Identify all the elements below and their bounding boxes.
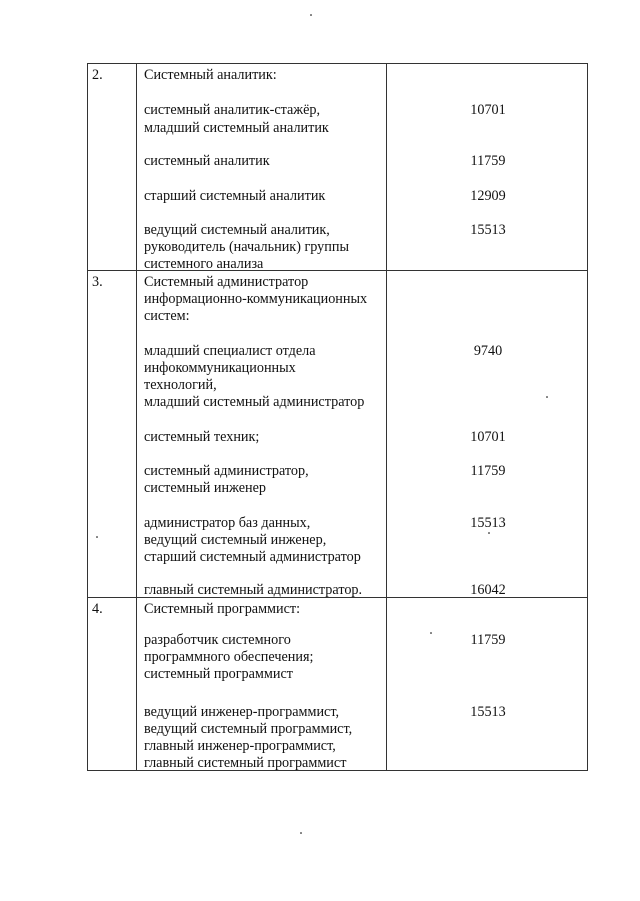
position-group-title: систем: [144,308,190,324]
scan-speck [96,536,98,538]
position-name: технологий, [144,377,217,393]
scan-speck [310,14,312,16]
position-group-title: Системный администратор [144,274,309,290]
position-name: системного анализа [144,256,264,272]
row-number: 2. [92,67,103,83]
salary-value: 15513 [470,515,506,531]
position-name: младший специалист отдела [144,343,316,359]
position-name: программного обеспечения; [144,649,314,665]
position-name: ведущий системный программист, [144,721,353,737]
salary-value: 12909 [470,188,506,204]
salary-value: 10701 [470,429,506,445]
table-border-right [587,63,588,771]
position-name: системный инженер [144,480,267,496]
position-name: главный инженер-программист, [144,738,336,754]
position-name: главный системный программист [144,755,347,771]
position-name: инфокоммуникационных [144,360,296,376]
salary-value: 11759 [470,153,506,169]
table-border-left [87,63,88,771]
position-group-title: Системный аналитик: [144,67,277,83]
salary-value: 15513 [470,222,506,238]
position-name: администратор баз данных, [144,515,311,531]
table-col-divider-2 [386,63,387,771]
position-name: ведущий инженер-программист, [144,704,340,720]
scan-speck [488,532,490,534]
position-name: младший системный администратор [144,394,365,410]
salary-value: 10701 [470,102,506,118]
position-name: главный системный администратор. [144,582,363,598]
row-number: 4. [92,601,103,617]
position-name: ведущий системный аналитик, [144,222,330,238]
position-name: системный аналитик-стажёр, [144,102,321,118]
position-name: системный техник; [144,429,260,445]
position-name: системный программист [144,666,293,682]
salary-value: 11759 [470,463,506,479]
scan-speck [546,396,548,398]
table-col-divider-1 [136,63,137,771]
scan-speck [430,632,432,634]
position-name: старший системный администратор [144,549,361,565]
salary-value: 16042 [470,582,506,598]
position-group-title: информационно-коммуникационных [144,291,368,307]
position-name: старший системный аналитик [144,188,326,204]
row-number: 3. [92,274,103,290]
salary-value: 15513 [470,704,506,720]
position-name: системный администратор, [144,463,309,479]
position-name: системный аналитик [144,153,270,169]
scan-speck [300,832,302,834]
salary-value: 11759 [470,632,506,648]
position-name: руководитель (начальник) группы [144,239,349,255]
salary-value: 9740 [473,343,503,359]
position-name: младший системный аналитик [144,120,329,136]
position-group-title: Системный программист: [144,601,301,617]
position-name: разработчик системного [144,632,291,648]
table-border-top [87,63,588,64]
position-name: ведущий системный инженер, [144,532,327,548]
